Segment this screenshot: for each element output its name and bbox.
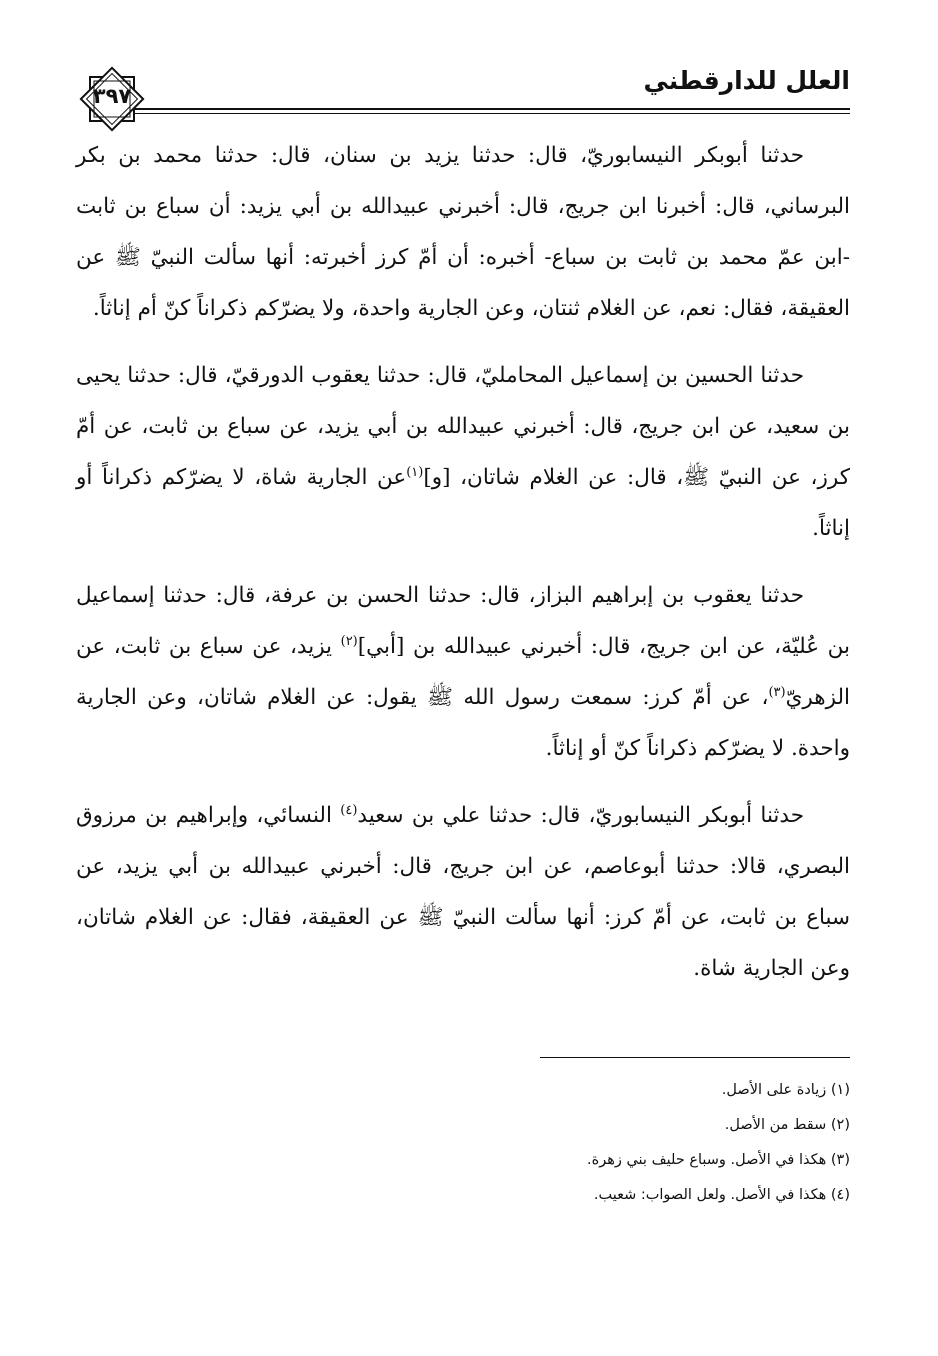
- paragraph-text: ، عن أمّ كرز: سمعت رسول الله ﷺ يقول: عن الغلام شاتان، وعن الجارية واحدة. لا يضرّكم ذكراناً كنّ أو إناثاً.: [76, 685, 850, 761]
- paragraph-text: يزيد، عن سباع بن ثابت، عن الزهريّ: [76, 634, 850, 710]
- paragraph-text: حدثنا يعقوب بن إبراهيم البزاز، قال: حدثنا الحسن بن عرفة، قال: حدثنا إسماعيل بن عُليّة، عن ابن جريج، قال: أخبرني عبيدالله بن [أبي]: [76, 583, 850, 659]
- paragraph-text: حدثنا أبوبكر النيسابوريّ، قال: حدثنا يزيد بن سنان، قال: حدثنا محمد بن بكر البرساني، قال: أخبرنا ابن جريج، قال: أخبرني عبيدالله بن أبي يزيد: أن سباع بن ثابت -ابن عمّ محمد بن ثابت بن سباع- أخبره: أن أمّ كرز أخبرته: أنها سألت النبيّ ﷺ عن العقيقة، فقال: نعم، عن الغلام ثنتان، وعن الجارية واحدة، ولا يضرّكم ذكراناً كنّ أم إناثاً.: [76, 143, 851, 321]
- page-number: ٣٩٧: [92, 84, 132, 108]
- paragraph-1: [76, 130, 850, 334]
- footnote-separator: [540, 1057, 850, 1058]
- header-rule-thin: [120, 113, 850, 114]
- header-rule: [120, 108, 850, 110]
- footnotes: [76, 1073, 850, 1213]
- footnote-ref-2: (٢): [340, 633, 358, 649]
- paragraph-3: [76, 570, 850, 774]
- paragraph-4: [76, 790, 850, 994]
- footnote-ref-1: (١): [406, 464, 424, 480]
- paragraph-text: حدثنا الحسين بن إسماعيل المحامليّ، قال: حدثنا يعقوب الدورقيّ، قال: حدثنا يحيى بن سعيد، عن ابن جريج، قال: أخبرني عبيدالله بن أبي يزيد، عن سباع بن ثابت، عن أمّ كرز، عن النبيّ ﷺ، قال: عن الغلام شاتان، [و]: [76, 363, 850, 490]
- paragraph-text: النسائي، وإبراهيم بن مرزوق البصري، قالا: حدثنا أبوعاصم، عن ابن جريج، قال: أخبرني عبيدالله بن أبي يزيد، عن سباع بن ثابت، عن أمّ كرز: أنها سألت النبيّ ﷺ عن العقيقة، فقال: عن الغلام شاتان، وعن الجارية شاة.: [76, 803, 850, 981]
- footnote-4: (٤) هكذا في الأصل. ولعل الصواب: شعيب.: [593, 1187, 850, 1203]
- footnote-ref-3: (٣): [768, 684, 786, 700]
- page-number-badge: [76, 63, 148, 135]
- footnote-2: (٢) سقط من الأصل.: [724, 1117, 850, 1133]
- footnote-1: (١) زيادة على الأصل.: [721, 1082, 850, 1098]
- footnote-3: (٣) هكذا في الأصل. وسباع حليف بني زهرة.: [587, 1152, 850, 1168]
- paragraph-2: [76, 350, 850, 554]
- paragraph-text: حدثنا أبوبكر النيسابوريّ، قال: حدثنا علي بن سعيد: [357, 803, 804, 828]
- footnote-ref-4: (٤): [340, 802, 358, 818]
- running-title: العلل للدارقطني: [643, 66, 850, 95]
- main-text: [76, 130, 850, 1010]
- paragraph-text: عن الجارية شاة، لا يضرّكم ذكراناً أو إناثاً.: [76, 465, 850, 541]
